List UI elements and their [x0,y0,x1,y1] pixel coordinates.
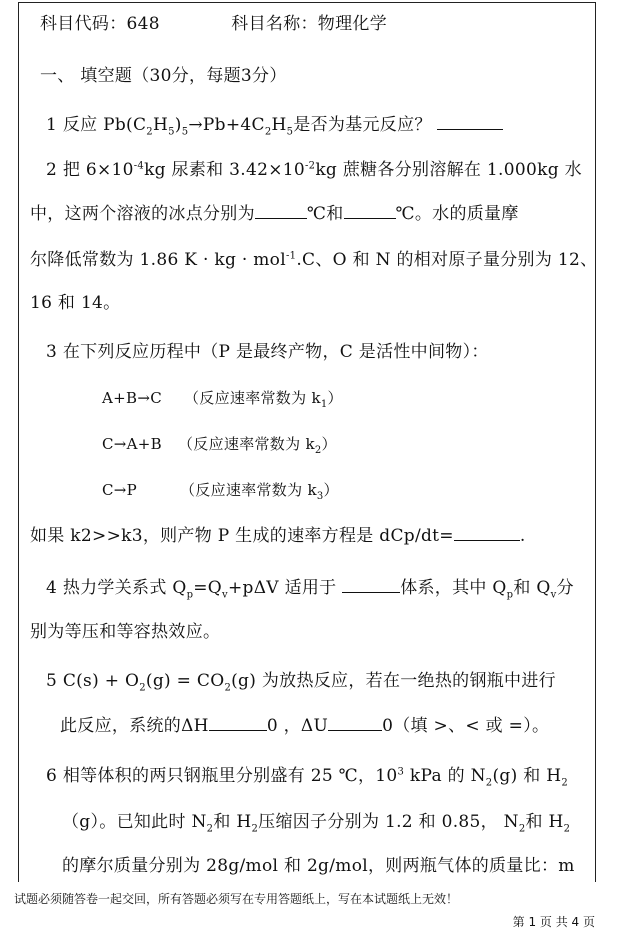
question-2-line-2: 中，这两个溶液的冰点分别为 ℃和 ℃。水的质量摩 [30,204,519,224]
subject-name: 物理化学 [317,14,387,34]
subject-code: 648 [126,14,160,34]
reaction-1: A+B→C （反应速率常数为 $k_1$） [102,389,343,410]
answer-blank [344,204,396,219]
question-4-line-1: 4 热力学关系式 $Q_p=Q_v+p\Delta V$ 适用于 体系，其中 $Q_p$和 $Q_v$分 [46,578,574,601]
question-2-line-3: 尔降低常数为 1.86 K · kg · mol$^{-1}$.C、O 和 N 的相对原子量分别为 12、 [30,250,598,270]
question-3-intro: 3 在下列反应历程中（P 是最终产物，C 是活性中间物）： [46,342,489,362]
answer-blank [209,716,267,731]
question-2-line-1: 2 把 $6\times 10^{-4}kg$ 尿素和 $3.42\times 10^{-2}kg$ 蔗糖各分别溶解在 1.000kg 水 [46,160,582,180]
answer-blank [454,526,520,541]
question-6-line-3: 的摩尔质量分别为 28g/mol 和 2g/mol，则两瓶气体的质量比：m [62,856,575,876]
question-5-line-2: 此反应，系统的ΔH 0 ，ΔU 0（填 >、< 或 =）。 [60,716,550,736]
exam-header [40,14,387,34]
answer-blank [328,716,382,731]
subject-name-label: 科目名称： [231,14,318,34]
answer-blank [255,204,307,219]
section-title: 一、 填空题（30分，每题3分） [40,66,287,86]
subject-code-label: 科目代码： [40,14,127,34]
question-5-line-1: 5 $C(s) + O_2(g) = CO_2(g)$ 为放热反应，若在一绝热的钢瓶中进行 [46,671,556,694]
answer-blank [342,578,400,593]
footer-notice: 试题必须随答卷一起交回，所有答题必须写在专用答题纸上，写在本试题纸上无效！ [14,892,459,906]
reaction-3: C→P （反应速率常数为 $k_3$） [102,481,339,502]
page-number: 第 1 页 共 4 页 [512,915,595,929]
question-6-line-2: （g）。已知此时 $N_2$和 $H_2$压缩因子分别为 1.2 和 0.85， $N_2$和 $H_2$ [62,812,571,835]
reaction-2: C→A+B （反应速率常数为 $k_2$） [102,435,337,456]
question-3-condition: 如果 k2>>k3，则产物 P 生成的速率方程是 dCp/dt= . [30,526,526,546]
question-6-line-1: 6 相等体积的两只钢瓶里分别盛有 25 ℃，$10^3$ kPa 的 $N_2(g)$ 和 $H_2$ [46,766,569,789]
question-4-line-2: 别为等压和等容热效应。 [30,622,221,642]
question-1: 1 反应 $Pb(C_2H_5)_5\to Pb+4C_2H_5$是否为基元反应？ [46,115,503,135]
answer-blank [437,115,503,130]
question-2-line-4: 16 和 14。 [30,293,121,313]
